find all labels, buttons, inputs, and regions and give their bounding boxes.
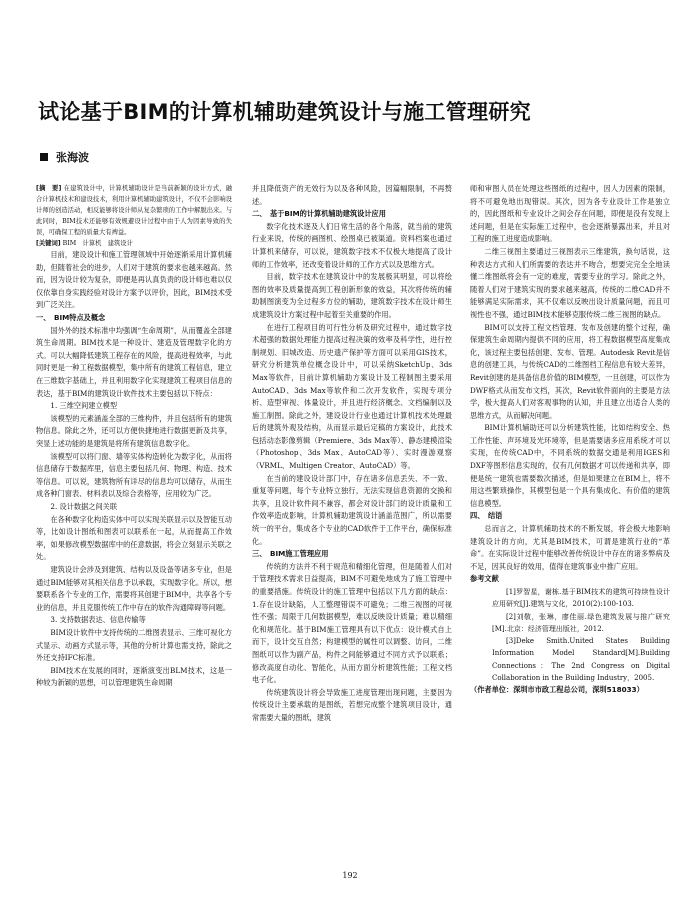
paragraph: 该模型可以将门窗、墙等实体构造转化为数字化，从而将信息储存于数据库里，信息主要包括几何、物理、构造、技术等信息。可以说，建筑物所有详尽的信息均可以储存，从而生成各种门窗表、材料表以及综合表格等，应用较为广泛。: [36, 451, 232, 499]
paragraph: 3. 支持数据表达、信息传输等: [50, 615, 146, 625]
section-heading-3: 三、 BIM施工管理应用: [252, 549, 329, 559]
references-list: [470, 586, 670, 684]
paragraph: BIM设计软件中支持传统的二维图表显示、三维可视化方式显示、动画方式显示等，其他的分析计算也需支持，除此之外还支持IFC标准。: [36, 627, 232, 663]
paragraph: 传统建筑设计将会导致施工进度管理出现问题，主要因为传统设计主要承载的是图纸，若想完成整个建筑项目设计，通常需要大量的图纸，建筑: [252, 687, 452, 722]
paragraph: 数字化技术逐及人们日常生活的各个角落，就当前的建筑行业来说，传统的画图机、绘图桌已被渠道。资料档案也通过计算机来储存，可以说，建筑数字技术不仅极大地提高了设计师的工作效率，还改变着设计师的工作方式以及思维方式。: [252, 221, 452, 269]
reference-item: [3]Deke Smith.United States Building Information Model Standard[M].Building Connections：The 2nd Congress on Digital Collaboration in the Building Industry，2005.: [492, 637, 670, 682]
paragraph: 在各种数字化构造实体中可以实现关联显示以及智能互动等，比如设计图纸和图表可以联系在一起，从而提高工作效率，如果修改模型数据库中的任意数据，将会立刻显示关联之处。: [36, 514, 232, 562]
paragraph: 二维三视图主要通过三视图表示三维建筑，换句话说，这种表达方式和人们所需要的表达并不吻合，想要完完全全地读懂二维图纸将会有一定的难度，需要专业的学习。除此之外，随着人们对于建筑实现的要求越来越高，传统的二维CAD并不能够满足实际需求，其不仅难以反映出设计质量问题，而且可视性也不强，通过BIM技术能够克服传统二维三视图的缺点。: [470, 246, 670, 319]
abstract-label: [摘 要]: [36, 185, 62, 192]
keywords: [36, 238, 232, 249]
column-middle: [252, 183, 452, 725]
column-right: [470, 183, 670, 697]
paragraph: 目前，建设设计和施工管理领域中开始逐渐采用计算机辅助，但随着社会的进步，人们对于建筑的要求也越来越高。然而，因为设计较为复杂，即便是再认真负责的设计师也难以仅仅依靠自身实践经验对设计方案予以评价，因此，BIM技术受到广泛关注。: [36, 250, 232, 310]
paragraph: BIM可以支持工程文档管理、发布及创建的整个过程，确保建筑生命周期内提供不同的应用，将工程数据模型高度集成化，该过程主要包括创建、发布、管理。Autodesk Revit是信息的创建工具，与传统CAD的二维图档工程信息有较大差异，Revit创建的是具备信息价值的BIM模型，一旦创建，可以作为DWF格式从而发布文档，其次，Revit软件面向的主要是方法学，极大提高人们对客观事物的认知，并且建立出适合人类的思维方式，从而解决问题。: [470, 322, 670, 420]
section-1-body: [36, 325, 232, 690]
page-number: 192: [342, 871, 358, 880]
paragraph: 建筑设计会涉及到建筑、结构以及设备等诸多专业，但是通过BIM能够对其相关信息予以承载，实现数字化。所以，想要联系各个专业的工作，需要将其创建于BIM中，共享各个专业的信息，并且克服传统工作中存在的软件沟通障碍等问题。: [36, 564, 232, 612]
column-left: [36, 183, 232, 690]
reference-item: [1]罗智星，谢栋.基于BIM技术的建筑可持续性设计应用研究[J].建筑与文化，2010(2):100-103.: [492, 588, 670, 609]
paragraph: 传统的方法并不利于规范和精细化管理，但是随着人们对于管理技术需求日益提高，BIM不可避免地成为了施工管理中的重要措施。传统设计的施工管理中包括以下几方面的缺点：1.存在设计缺陷，人工整理错误不可避免；二维三视图的可视性不强；局限于几何数据模型，难以反映设计质量；难以精细化和规范化。基于BIM施工管理具有以下优点：设计模式自上而下，设计交互自然；构建模型的属性可以调整、访问，二维图纸可以作为副产品，构件之间能够通过不同方式予以联系；修改高度自动化、智能化，从而方面分析建筑性能；工程文档电子化。: [252, 561, 452, 685]
author-line: [40, 149, 89, 165]
reference-item: [2]刘敬，张琳，廖佳丽.绿色建筑发展与推广研究[M].北京：经济管理出版社，2012.: [492, 612, 670, 633]
paragraph: 目前，数字技术在建筑设计中的发展极其明显，可以将绘图的效率及质量提高到工程创新形象的效益，其次将传统的辅助制图演变为全过程多方位的辅助，建筑数字技术在设计师生成建筑设计方案过程中起着至关重要的作用。: [252, 272, 452, 319]
conclusion-body: [470, 523, 670, 573]
paragraph: 师和审图人员在处理这些图纸的过程中，因人力因素的限制，将不可避免地出现错误。其次，因为各专业设计工作是独立的，因此图纸和专业设计之间会存在问题，即便是没有发现上述问题，但是在实际施工过程中，也会逐渐暴露出来，并且对工程的施工进度造成影响。: [470, 184, 670, 244]
abstract-text: 在建筑设计中，计算机辅助设计是当前新颖的设计方式，融合计算机技术和建设技术，利用计算机辅助建筑设计，不仅不会影响设计师的创造活动，相反能够将设计师从复杂繁琐的工作中解脱出来。与此同时，BIM技术还能够有效规避设计过程中由于人为因素导致的失误，可确保工程的质量大有裨益。: [36, 185, 232, 237]
section-heading-4: 四、 结语: [470, 511, 503, 521]
paragraph: 国外外的技术标准中均强调“生命周期”，从而覆盖全部建筑生命周期。BIM技术是一种设计、建造及管理数字化的方式。可以大幅降低建筑工程存在的风险，提高进程效率，与此同时更是一种工程数据模型，集中所有的建筑工程信息，建立在三维数字基础上，并且利用数字化实现建筑工程项目信息的表达，基于BIM的建筑设计软件技术主要包括以下特点：: [36, 325, 232, 398]
section-2-body: [252, 221, 452, 548]
square-bullet-icon: [40, 153, 48, 161]
section-3-body: [252, 561, 452, 725]
references-heading: 参考文献: [470, 574, 499, 584]
paragraph: 在当前的建设设计部门中，存在诸多信息丢失、不一致、重复等问题，每个专业特立独行，无法实现信息资源的交换和共享，且设计软件间不兼容，都会对设计部门的设计质量和工作效率造成影响，计算机辅助建筑设计涵盖范围广，所以需要统一的平台，集成各个专业的CAD软件于工作平台，确保标准化。: [252, 473, 452, 546]
paragraph: 总而言之，计算机辅助技术的不断发展，将会极大地影响建筑设计的方向，尤其是BIM技术，可谓是建筑行业的“革命”。在实际设计过程中能够改善传统设计中存在的诸多弊病及不足，因其良好的效用，值得在建筑事业中推广应用。: [470, 524, 670, 571]
section-heading-1: 一、 BIM特点及概念: [36, 313, 106, 323]
keywords-text: BIM 计算机 建筑设计: [62, 240, 133, 248]
paper-title: 试论基于BIM的计算机辅助建筑设计与施工管理研究: [38, 100, 531, 124]
paragraph: 2. 设计数据之间关联: [50, 501, 118, 511]
section-3-continued: [470, 183, 670, 510]
paragraph: 1. 三维空间建立模型: [50, 401, 118, 411]
paragraph: 在进行工程项目的可行性分析及研究过程中，通过数字技术超强的数据处理能力提高过程决策的效率及科学性，进行控制规划、旧城改造、历史遗产保护等方面可以采用GIS技术，研究分析建筑单位概念设计中，可以采纳SketchUp、3ds Max等软件，目前计算机辅助方案设计及工程制图主要采用AutoCAD、3ds Max等软件和二次开发软件，实现专项分析、造型审视、体量设计，并且进行经济概念、文档编制以及施工制图。除此之外，建设设计行业也通过计算机技术处理最后的建筑外观及结构，从而显示最后定稿的方案设计，此技术包括动态影像剪辑（Premiere、3ds Max等）、静态建模渲染（Photoshop、3ds Max、AutoCAD等）、实时漫游观察（VRML、Multigen Creator、AutoCAD）等。: [252, 322, 452, 471]
paragraph: 该模型的元素涵盖全部的三维构件，并且包括所有的建筑物信息。除此之外，还可以方便快捷地进行数据更新及共享，突显上述功能的是建筑是将所有建筑信息数字化。: [36, 413, 232, 448]
keywords-label: [关键词]: [36, 240, 61, 248]
paragraph: BIM技术在发展的同时，逐渐演变出BLM技术，这是一种较为新颖的思想，可以管理建筑生命周期: [36, 665, 232, 688]
intro-body: [36, 249, 232, 312]
section-heading-2: 二、 基于BIM的计算机辅助建筑设计应用: [252, 209, 386, 219]
paragraph: 并且降低资产的无效行为以及各种风险，因篇幅限制，不再赘述。: [252, 184, 452, 206]
section-1-continued: [252, 183, 452, 208]
paragraph: BIM计算机辅助还可以分析建筑性能，比如结构安全、热工作性能、声环境及光环境等，但是需要诸多应用系统才可以实现，在传统CAD中，不同系统的数据交通是利用IGES和DXF等图形信息实现的，仅有几何数据才可以传递和共享，即便是统一建筑也需要数次描述，但是如果建立在BIM上，将不用这些繁琐操作，其模型包是一个具有集成化、有价值的建筑信息模型。: [470, 423, 670, 508]
abstract: [36, 183, 232, 238]
author-name: 张海波: [56, 151, 89, 164]
author-unit: （作者单位：深圳市市政工程总公司，深圳518033）: [470, 685, 644, 694]
